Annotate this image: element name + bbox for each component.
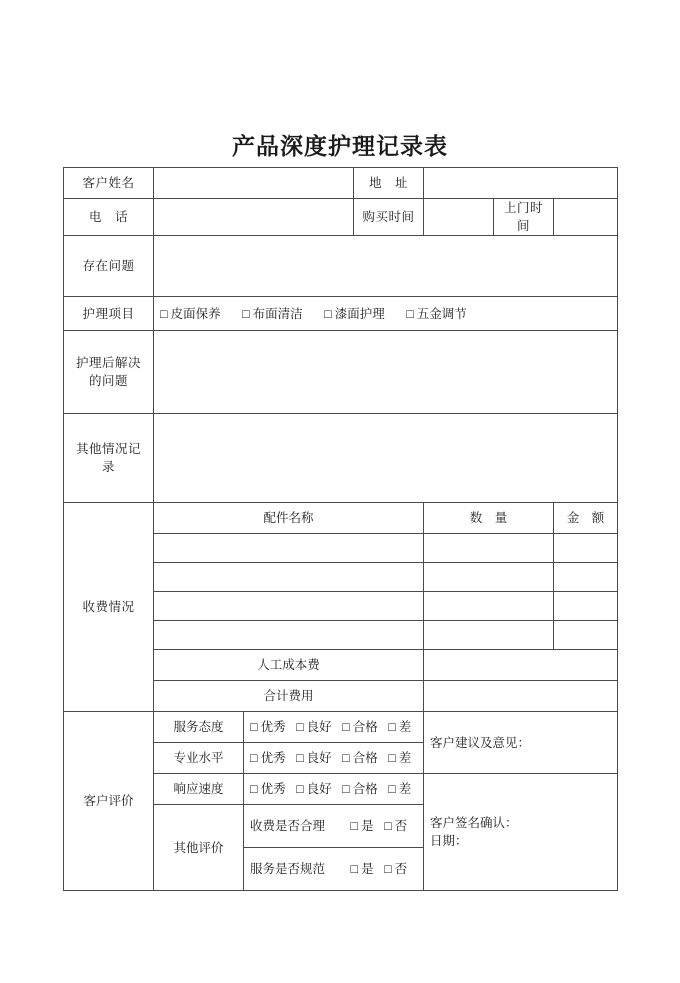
rating-option-pass[interactable] — [342, 720, 378, 734]
yes-label: 是 — [361, 862, 374, 877]
existing-problem-value[interactable] — [154, 236, 618, 297]
purchase-time-label: 购买时间 — [354, 199, 424, 236]
charge-part-name[interactable] — [154, 563, 424, 592]
rating-label: 差 — [398, 782, 412, 797]
charge-quantity[interactable] — [424, 592, 554, 621]
rating-option-good[interactable] — [296, 751, 332, 765]
checkbox-icon: □ — [384, 862, 392, 877]
checkbox-icon: □ — [342, 720, 350, 735]
care-record-form — [63, 167, 618, 891]
table-row-solved-problem — [64, 331, 618, 414]
table-row-charges-header — [64, 503, 618, 534]
checkbox-icon: □ — [296, 751, 304, 766]
other-question-1-text: 收费是否合理 — [250, 819, 326, 834]
yes-option[interactable] — [351, 819, 374, 833]
table-row-other-record — [64, 414, 618, 503]
charge-amount[interactable] — [554, 534, 618, 563]
signature-block[interactable] — [424, 774, 618, 891]
rating-label: 差 — [398, 751, 412, 766]
charge-part-name[interactable] — [154, 534, 424, 563]
rating-label: 优秀 — [260, 751, 286, 766]
table-row-customer — [64, 168, 618, 199]
existing-problem-label: 存在问题 — [64, 236, 154, 297]
purchase-time-value[interactable] — [424, 199, 494, 236]
other-question-1-options — [351, 819, 415, 833]
other-question-2-options — [351, 862, 415, 876]
eval-row-label-attitude: 服务态度 — [154, 712, 244, 743]
table-row-eval-attitude — [64, 712, 618, 743]
labor-cost-label: 人工成本费 — [154, 650, 424, 681]
table-row-existing-problem — [64, 236, 618, 297]
charges-section-label: 收费情况 — [64, 503, 154, 712]
rating-option-excellent[interactable] — [250, 782, 286, 796]
checkbox-icon: □ — [388, 782, 396, 797]
charges-header-quantity: 数 量 — [424, 503, 554, 534]
rating-label: 合格 — [352, 751, 378, 766]
rating-label: 优秀 — [260, 720, 286, 735]
customer-name-label: 客户姓名 — [64, 168, 154, 199]
page-title: 产品深度护理记录表 — [232, 133, 448, 159]
charge-part-name[interactable] — [154, 592, 424, 621]
rating-option-poor[interactable] — [388, 782, 411, 796]
no-label: 否 — [394, 862, 408, 877]
charge-part-name[interactable] — [154, 621, 424, 650]
no-option[interactable] — [384, 819, 407, 833]
rating-label: 良好 — [306, 751, 332, 766]
rating-option-excellent[interactable] — [250, 751, 286, 765]
checkbox-icon: □ — [342, 751, 350, 766]
charge-quantity[interactable] — [424, 563, 554, 592]
labor-cost-value[interactable] — [424, 650, 618, 681]
checkbox-icon: □ — [388, 720, 396, 735]
rating-option-poor[interactable] — [388, 720, 411, 734]
evaluation-section-label: 客户评价 — [64, 712, 154, 891]
rating-label: 良好 — [306, 720, 332, 735]
charge-amount[interactable] — [554, 621, 618, 650]
rating-option-pass[interactable] — [342, 782, 378, 796]
visit-time-label: 上门时间 — [494, 199, 554, 236]
care-option-4-label: 五金调节 — [416, 306, 467, 321]
care-item-label: 护理项目 — [64, 297, 154, 331]
eval-rating-group-response — [244, 774, 424, 805]
date-label: 日期： — [430, 834, 468, 849]
other-question-2-text: 服务是否规范 — [250, 862, 326, 877]
rating-option-pass[interactable] — [342, 751, 378, 765]
rating-label: 合格 — [352, 720, 378, 735]
no-option[interactable] — [384, 862, 407, 876]
rating-option-excellent[interactable] — [250, 720, 286, 734]
rating-option-good[interactable] — [296, 720, 332, 734]
table-row-care-items — [64, 297, 618, 331]
checkbox-icon: □ — [324, 306, 332, 321]
checkbox-icon: □ — [296, 720, 304, 735]
care-option-1-label: 皮面保养 — [170, 306, 221, 321]
suggestion-label[interactable]: 客户建议及意见： — [424, 712, 618, 774]
rating-label: 优秀 — [260, 782, 286, 797]
checkbox-icon: □ — [160, 306, 168, 321]
total-cost-value[interactable] — [424, 681, 618, 712]
charge-quantity[interactable] — [424, 621, 554, 650]
other-record-label: 其他情况记录 — [64, 414, 154, 503]
yes-label: 是 — [361, 819, 374, 834]
charges-header-part-name: 配件名称 — [154, 503, 424, 534]
solved-problem-label: 护理后解决的问题 — [64, 331, 154, 414]
checkbox-icon: □ — [250, 782, 258, 797]
visit-time-value[interactable] — [554, 199, 618, 236]
table-row-phone — [64, 199, 618, 236]
care-option-2-label: 布面清洁 — [252, 306, 303, 321]
checkbox-icon: □ — [250, 751, 258, 766]
signature-label: 客户签名确认： — [430, 816, 518, 831]
rating-label: 良好 — [306, 782, 332, 797]
rating-option-good[interactable] — [296, 782, 332, 796]
eval-rating-group-attitude — [244, 712, 424, 743]
checkbox-icon: □ — [250, 720, 258, 735]
no-label: 否 — [394, 819, 408, 834]
checkbox-icon: □ — [388, 751, 396, 766]
care-options-group — [154, 297, 618, 331]
other-record-value[interactable] — [154, 414, 618, 503]
charge-amount[interactable] — [554, 592, 618, 621]
rating-option-poor[interactable] — [388, 751, 411, 765]
eval-row-label-skill: 专业水平 — [154, 743, 244, 774]
total-cost-label: 合计费用 — [154, 681, 424, 712]
other-eval-label: 其他评价 — [154, 805, 244, 891]
charge-amount[interactable] — [554, 563, 618, 592]
care-option-1[interactable] — [160, 307, 221, 321]
rating-label: 差 — [398, 720, 412, 735]
other-question-2 — [244, 848, 424, 891]
phone-label: 电 话 — [64, 199, 154, 236]
checkbox-icon: □ — [342, 782, 350, 797]
checkbox-icon: □ — [384, 819, 392, 834]
checkbox-icon: □ — [350, 819, 359, 834]
charge-quantity[interactable] — [424, 534, 554, 563]
charges-header-amount: 金 额 — [554, 503, 618, 534]
address-value[interactable] — [424, 168, 618, 199]
solved-problem-value[interactable] — [154, 331, 618, 414]
care-option-2[interactable] — [242, 307, 303, 321]
checkbox-icon: □ — [406, 306, 414, 321]
care-option-3-label: 漆面护理 — [334, 306, 385, 321]
address-label: 地 址 — [354, 168, 424, 199]
yes-option[interactable] — [351, 862, 374, 876]
eval-rating-group-skill — [244, 743, 424, 774]
other-question-1 — [244, 805, 424, 848]
checkbox-icon: □ — [296, 782, 304, 797]
customer-name-value[interactable] — [154, 168, 354, 199]
care-option-3[interactable] — [324, 307, 385, 321]
care-option-4[interactable] — [406, 307, 467, 321]
rating-label: 合格 — [352, 782, 378, 797]
phone-value[interactable] — [154, 199, 354, 236]
checkbox-icon: □ — [350, 862, 359, 877]
eval-row-label-response: 响应速度 — [154, 774, 244, 805]
checkbox-icon: □ — [242, 306, 250, 321]
